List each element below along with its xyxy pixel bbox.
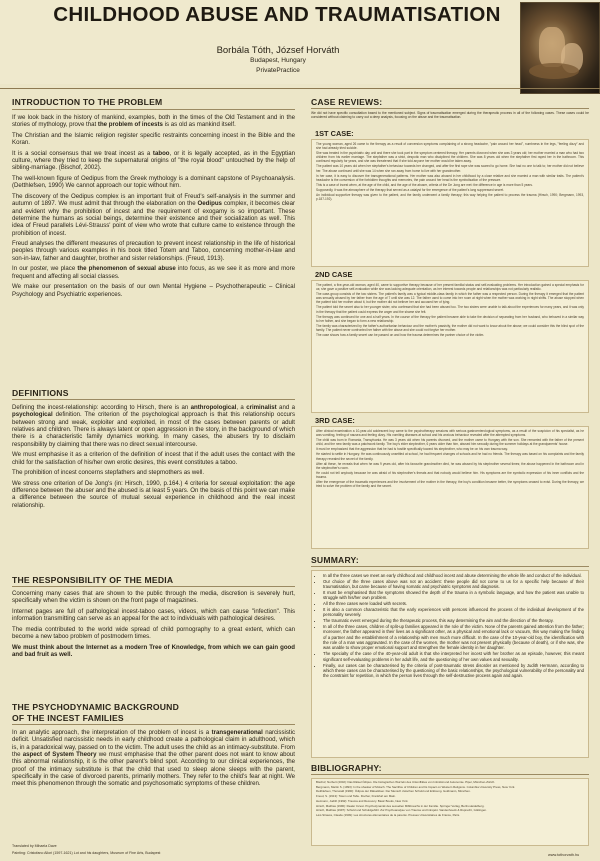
location: Budapest, Hungary bbox=[250, 57, 306, 64]
definitions-body: Defining the incest-relationship: according to Hirsch, there is an anthropological, a criminalist and a psychological definition. The criterion of the psychological approach is that this relationship occurs between strong and weak, exploiter and exploited, in most of the cases between parents or adult relatives and children. There is always latent or open aggression in the story, in the background of which there is a characteristic family dynamics working. In many cases, the abusers try to disclaim responsibility by claiming that there was no direct sexual intercourse. We must emphasise it as a criterion of the definition of incest that if the adult uses the contact with the child for the satisfaction of his/her own erotic desires, this event constitutes a taboo. The prohibition of incest concerns stepfathers and stepmothers as well. We stress one criterion of De Jong's (in: Hirsch, 1990, p.164.) 4 criteria for sexual exploitation: the age difference between the abuser and the abused is at least 5 years. On the basis of this point we can make a difference between the source of mutual sexual experience in childhood and the real incest relationship. bbox=[12, 404, 295, 509]
case2-box: The patient, a five-year-old woman, aged 40, came to supportive therapy because of her present familial status and self-evaluating problems. Her introduction gained a special emphasis for us; she gave a positive self-evaluation while she was lacking adequate orientation, as her interest towards people and relationships was not particularly realistic. The case-group consists of the two sisters. The patient's family was a typical middle-class family in which the father was a respected person. During the therapy it emerged that the patient was sexually abused by her father from the age of 7 until she was 12. The father used to come into her room at night when the mother was working in night shifts. The abuse stopped when the patient told her mother about it, but the mother did not believe her and accused her of lying. The patient told the secret also to her younger sister, who confessed that she had been abused too. The two sisters were unable to talk about the experiences for many years, and it was only in the therapy that the patient could express the anger and the shame she felt. The therapy was continued for one and a half years. In the course of the therapy the patient became able to take the decision of separating from her husband, who behaved in a similar way to her father, and she began to form a new relationship. The family was characterized by the father's authoritarian behaviour and the mother's passivity, the mother did not want to know about the abuse; we could consider this the blind spot of the family. The patient never confronted her father with the abuse and she could not forgive her mother. The case shows how a family secret can be passed on and how the trauma determines the partner choice of the victim. bbox=[311, 280, 589, 413]
website-link[interactable]: www.tothorvath.hu bbox=[548, 853, 580, 857]
authors: Borbála Tóth, József Horváth bbox=[216, 45, 340, 56]
case2-label: 2ND CASE bbox=[315, 270, 353, 279]
summary-item: • The traumatic event emerged during the therapeutic process, this way determining the aim and the direction of the therapy. bbox=[323, 618, 584, 623]
summary-item: • Our choice of the three cases above was not an accident: these people did not come to us for a specific help because of their traumatisation, but came because of having somatic and psychiatric symptoms and diagnosis. bbox=[323, 579, 584, 590]
bibliography-box: Bischof, Norbert (2002): Das Rätsel Ödipus. Die biologischen Wurzeln des Urkonfliktes von Intimität und Autonomie. Piper, München-Zürich. Bergmann, Martin S. (1993): In the shadow of Moloch. The Sacrifice of Children and Its Impact on Western Religions. Columbia University Press, New York. Detthlefsen, Thorwald (1990): Ödipus der Rätsellöser. Der Mensch zwischen Schuld und Erlösung. Goldmann, München. Freud, S. (1913): Totem und Tabu. Fischer, Frankfurt am Main. Hermann, Judith (1992): Trauma and Recovery. Basic Books, New York. Hirsch, Mathias (1990): Realer Inzest. Psychodynamik des sexuellen Mißbrauchs in der Familie. Springer Verlag, Berlin-Heidelberg. Hirsch, Mathias (1997): Schuld und Schuldgefühl. Zur Psychoanalyse von Trauma und Introjekt. Vandenhoeck & Ruprecht, Göttingen. Lévi-Strauss, Claude (1949): Les structures élémentaires de la parenté. Presses Universitaires de France, Paris. bbox=[311, 778, 589, 846]
bibliography-heading: BIBLIOGRAPHY: bbox=[311, 763, 382, 773]
psycho-body: In an analytic approach, the interpretation of the problem of incest is a transgenerational narcissistic deficit. Unsatisfied narcissistic needs in early childhood create a pathological claim in adulthood, which is, in a paradoxical way, passed on to the victim. The adult uses the child as an intimacy-substitute. From the aspect of System Theory we must emphasise that the other parent does not want to know about this abnormal relationship, it is the other parent's blind spot. According to our clinical experiences, the proof of the intimacy substitute is that the child that used to sleep alone sleeps with the parent, specifically in the case of divorced parents, primarily mothers. They refer to the child's fear at night. We meet this phenomenon through the somatic and psychosomatic symptoms of these children. bbox=[12, 729, 295, 788]
media-heading: THE RESPONSIBILITY OF THE MEDIA bbox=[12, 575, 174, 585]
summary-box bbox=[311, 570, 589, 758]
case1-box: The young woman, aged 26 came to the therapy as a result of conversion symptoms complaining of a strong headache, "pain around her head", numbness in the legs, "feeling dizzy" and she had already tried suicide. She was treated in the psychiatric day unit and there she took part in the symptom centered therapy. Her parents divorced when she was 3 years old; her mother married a man who had two children from his earlier marriage. The stepfather was a strict, despotic man who disciplined the children. She was 8 years old when the stepfather first raped her in the bathroom. This continued regularly for years, and she was threatened that if she told anyone her mother would be taken away. The patient was 10 years old when her stepfather's behaviour towards her changed, and after the first rape she was scared to go home. She had no one to talk to; her mother did not believe her. The abuse continued until she was 14 when she ran away from home to live with her grandmother. In her case, it is easy to discover the transgenerational patterns. Her mother was also abused in her childhood by a close relative and she married a man with similar traits. The patient's headache is the conversion of the forbidden thoughts and memories, the pain around her head is the symbolisation of the pressure. This is a case of incest when, at the age of the child, and the age of the abuser, criteria of the De Jong are met: the difference in age is more than 5 years. Supposedly, it was the atmosphere of the therapy that served as a catalyst for the emergence of the patient's long suppressed secret. An individual supportive therapy was given to the patient, and the family underwent a family therapy; this way helping the patient to process the trauma (Hirsch, 1990; Bergmann, 1993, p.187-192). bbox=[311, 139, 589, 267]
psycho-heading-2: OF THE INCEST FAMILIES bbox=[12, 713, 124, 723]
summary-item: • In all the three cases we meet an early childhood and childhood incest and abuse determining the whole life and conduct of the individual. bbox=[323, 573, 584, 578]
case3-label: 3RD CASE: bbox=[315, 416, 355, 425]
poster-title: CHILDHOOD ABUSE AND TRAUMATISATION bbox=[53, 3, 501, 26]
psycho-heading-1: THE PSYCHODYNAMIC BACKGROUND bbox=[12, 702, 179, 712]
summary-item: • It must be emphasised that the symptoms showed the depth of the trauma in a symbolic language, and how the patient was unable to struggle with his/her own problem. bbox=[323, 590, 584, 601]
summary-item: • It is also a common characteristic that the early experiences with persons influenced the process of the individual development of the personality severely. bbox=[323, 607, 584, 618]
summary-item: • All the three cases were loaded with secrets. bbox=[323, 601, 584, 606]
translator-credit: Translated by Mihaela Dave bbox=[12, 844, 57, 848]
painting-credit: Painting: Cristofano Allori (1597-1621) Lot and his daughters, Museum of Fine Arts, Budapest bbox=[12, 851, 161, 855]
summary-item: • The specialty of the case of the 40-year-old adult is that she interpreted her incest with her brother as an episode, however, this meant significant self-evaluating problems in her adult life, and the questioning of her own values and sexuality. bbox=[323, 651, 584, 662]
affiliation: PrivatePractice bbox=[256, 67, 300, 74]
summary-heading: SUMMARY: bbox=[311, 555, 359, 565]
case1-label: 1ST CASE: bbox=[315, 129, 354, 138]
intro-body: If we look back in the history of mankind, examples, both in the times of the Old Testament and in the stories of mythology, prove that the problem of incests is as old as mankind itself. The Christian and the Islamic religion register specific restraints concerning incest in the Bible and the Koran. It is a social consensus that we treat incest as a taboo, or it is legally accepted, as in the Egyptian culture, where they tried to keep the supernatural origins of "the royal blood" untouched by the help of sibling-marriage. (Bischof, 2002). The well-known figure of Oedipus from the Greek mythology is a dominant capstone of Psychoanalysis. (Detthlefsen, 1990) We cannot approach our topic without him. The discovery of the Oedipus complex is an important fruit of Freud's self-analysis in the summer and autumn of 1897. We must admit that through the elaboration on the Oedipus complex, it becomes clear and evident why the prohibition of incest and the requirement of exogamy is so important. These determine the humans as social beings, determine their existence and their socialization as well. This idea of Freud parallels Lévi-Strauss' point of view who wrote that culture came to existence through the prohibition of incest. Freud analyses the different measures of precaution to prevent incest relationship in the life of historical peoples through various examples in his book titled Totem and Taboo, concerning mother-in-law and son-in-law, father and daughter, brother and sister relationships. (Freud, 1913). In our poster, we place the phenomenon of sexual abuse into focus, as we see it as more and more frequent and affecting all social classes. We make our presentation on the basis of our own Mental Hygiene – Psychotherapeutic – Clinical Psychology and Psychiatric experiences. bbox=[12, 114, 295, 298]
header-divider bbox=[0, 88, 600, 89]
cases-intro: We did not have specific consultation based to the mentioned subject. Signs of traumatisation emerged during the therapeutic process in all of the following cases. These cases could be considered without claiming to carry out a deep analysis, focusing on the abuse and the traumatisation. bbox=[311, 111, 589, 120]
media-body: Concerning many cases that are shown to the public through the media, discretion is severely hurt, specifically when the victim is shown on the front page of magazines. Internet pages are full of pathological incest-taboo cases, videos, which can cause "infection". This information transmitting can serve as an appeal for the act to individuals with pathological desires. The media contributed to the world wide spread of child pornography to a great extent, which can become a new taboo problem of postmodern times. We must think about the Internet as a modern Tree of Knowledge, from which we can gain good and bad fruit as well. bbox=[12, 590, 295, 658]
summary-item: • In all of the three cases, children of split-up families appeared in the role of the victim. None of the parents gained attention from the father; moreover, the father appeared in their lives as a significant other, as a physical and emotional lack or vacuum, this way making the finding of a partner and the establishment of a relationship with men much more difficult. In the case of the 10-year-old boy, the identification with the role of a man was aggravated. In the case of the women, the mother was not present physically (because of death), or if she was, she was unable to show proper emotional support and strengthen the female identity in her daughter. bbox=[323, 624, 584, 651]
summary-item: • Finally, our cases can be characterised by the criteria of post-traumatic stress disorder as mentioned by Judith Hermann, according to which these cases can be characterised by the questioning of the basic relationships, the psychological vulnerability of the personality and the constraint for repetition, in which the person lives through the self-destructive process again and again. bbox=[323, 663, 584, 679]
case3-box: After clinical examination a 10-year-old adolescent boy came to the psychotherapy sessions with serious gastroenterological symptoms, as a result of the suspicion of his specialist, as he was vomiting, feeling of nausea and feeling dizzy. His vomiting diseases at school and his anxious behaviour revealed after the attempted symptoms. The child was born in Romania, Transylvania. He was 3 years old when his parents divorced, and the mother came to Hungary with the son. She remarried with the father of the present child, and the new family was a patchwork family. The boy's elder stepbrother, 6 years older than him, abused him sexually during the summer holidays at the grandparents' house. It must be emphasized that the aggression that he had is hostile specifically toward his stepbrother, who may be on his own trauma way. He started to settle in Hungary. He was continuously unsettled at school, he had frequent changes of schools and he had no friends. The therapy was based on his complaints and the family therapy revealed the secret of the family. After all these, he reveals that when he was 9 years old, after his favourite grandmother died, he was abused by his stepbrother several times; the abuse happened in the bathroom and in the stepbrother's room. He could not tell anybody because he was afraid of his stepbrother's threats and that nobody would believe him. His symptoms are the symbolic expression of his inner conflicts and the trauma. After the emergence of the traumatic experiences and the involvement of the mother in the therapy, the boy's condition became better, the symptoms ceased to exist. During the therapy, we tried to solve the problem of the family and the secret. bbox=[311, 426, 589, 549]
poster-header bbox=[0, 0, 600, 84]
definitions-heading: DEFINITIONS bbox=[12, 388, 69, 398]
painting-image bbox=[520, 2, 600, 94]
cases-heading: CASE REVIEWS: bbox=[311, 97, 383, 107]
intro-heading: INTRODUCTION TO THE PROBLEM bbox=[12, 97, 163, 107]
